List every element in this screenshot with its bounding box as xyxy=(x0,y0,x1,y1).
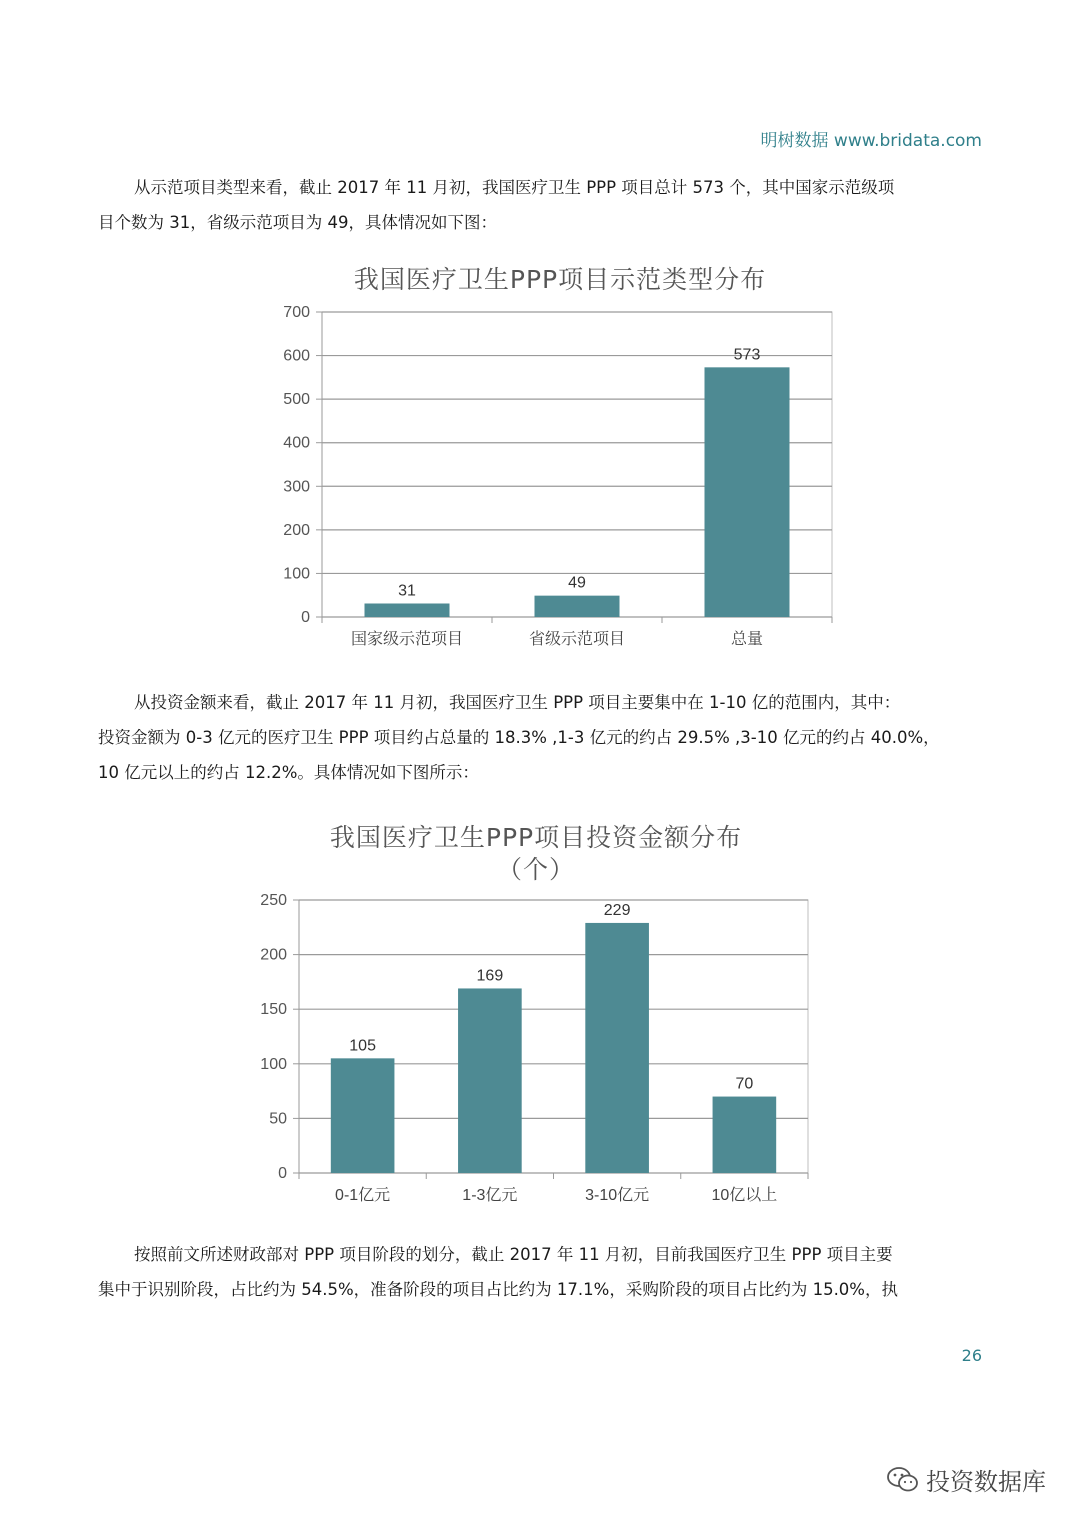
paragraph-investment xyxy=(98,685,984,790)
chart2-subtitle: （个） xyxy=(496,855,575,884)
bar xyxy=(458,988,522,1173)
paragraph-line: 投资金额为 0-3 亿元的医疗卫生 PPP 项目约占总量的 18.3% ,1-3 亿元的约占 29.5% ,3-10 亿元的约占 40.0%， xyxy=(98,728,940,747)
data-label: 70 xyxy=(735,1075,754,1093)
y-tick-label: 600 xyxy=(283,347,310,365)
y-tick-label: 0 xyxy=(278,1165,287,1182)
chart2-title: 我国医疗卫生PPP项目投资金额分布 xyxy=(329,823,743,852)
y-tick-label: 200 xyxy=(260,946,287,964)
x-tick-label: 国家级示范项目 xyxy=(350,631,464,648)
x-tick-label: 3-10亿元 xyxy=(585,1187,650,1204)
paragraph-line: 按照前文所述财政部对 PPP 项目阶段的划分，截止 2017 年 11 月初，目前我国医疗卫生 PPP 项目主要 xyxy=(134,1245,893,1264)
y-tick-label: 100 xyxy=(283,565,310,583)
y-tick-label: 400 xyxy=(283,434,310,452)
bar xyxy=(535,596,620,617)
bar xyxy=(365,603,450,617)
y-tick-label: 700 xyxy=(283,304,310,321)
bar xyxy=(705,367,790,617)
data-label: 169 xyxy=(476,967,504,985)
footer-label: 投资数据库 xyxy=(926,1468,1046,1496)
data-label: 105 xyxy=(349,1037,376,1055)
paragraph-demo-type xyxy=(98,170,984,240)
paragraph-line: 从投资金额来看，截止 2017 年 11 月初，我国医疗卫生 PPP 项目主要集中在 1-10 亿的范围内，其中： xyxy=(134,693,901,712)
page-number: 26 xyxy=(961,1346,982,1365)
y-tick-label: 150 xyxy=(260,1001,287,1019)
paragraph-line: 从示范项目类型来看，截止 2017 年 11 月初，我国医疗卫生 PPP 项目总计 573 个，其中国家示范级项 xyxy=(134,178,895,197)
x-tick-label: 省级示范项目 xyxy=(528,631,626,648)
footer-watermark xyxy=(886,1462,1046,1497)
bar xyxy=(713,1097,777,1173)
data-label: 573 xyxy=(733,346,761,364)
x-tick-label: 1-3亿元 xyxy=(462,1187,518,1204)
x-tick-label: 0-1亿元 xyxy=(335,1187,391,1204)
y-tick-label: 200 xyxy=(283,521,310,539)
bar xyxy=(585,923,649,1173)
x-tick-label: 总量 xyxy=(730,631,764,648)
data-label: 229 xyxy=(603,901,631,919)
paragraph-stage xyxy=(98,1237,984,1307)
y-tick-label: 250 xyxy=(260,892,287,909)
paragraph-line: 目个数为 31，省级示范项目为 49，具体情况如下图： xyxy=(98,213,497,232)
wechat-icon xyxy=(886,1465,920,1495)
paragraph-line: 集中于识别阶段，占比约为 54.5%，准备阶段的项目占比约为 17.1%，采购阶段的项目占比约为 15.0%，执 xyxy=(98,1280,898,1299)
bar xyxy=(331,1058,395,1173)
data-label: 31 xyxy=(398,582,416,600)
chart2-svg xyxy=(236,886,836,1216)
y-tick-label: 500 xyxy=(283,391,310,409)
y-tick-label: 300 xyxy=(283,478,310,496)
chart1-svg xyxy=(260,300,860,660)
data-label: 49 xyxy=(568,574,586,592)
y-tick-label: 0 xyxy=(301,609,310,626)
paragraph-line: 10 亿元以上的约占 12.2%。具体情况如下图所示： xyxy=(98,763,479,782)
y-tick-label: 100 xyxy=(260,1055,287,1073)
chart1-title: 我国医疗卫生PPP项目示范类型分布 xyxy=(353,265,767,294)
x-tick-label: 10亿以上 xyxy=(711,1187,778,1204)
y-tick-label: 50 xyxy=(269,1110,287,1128)
header-brand: 明树数据 www.bridata.com xyxy=(760,131,982,151)
